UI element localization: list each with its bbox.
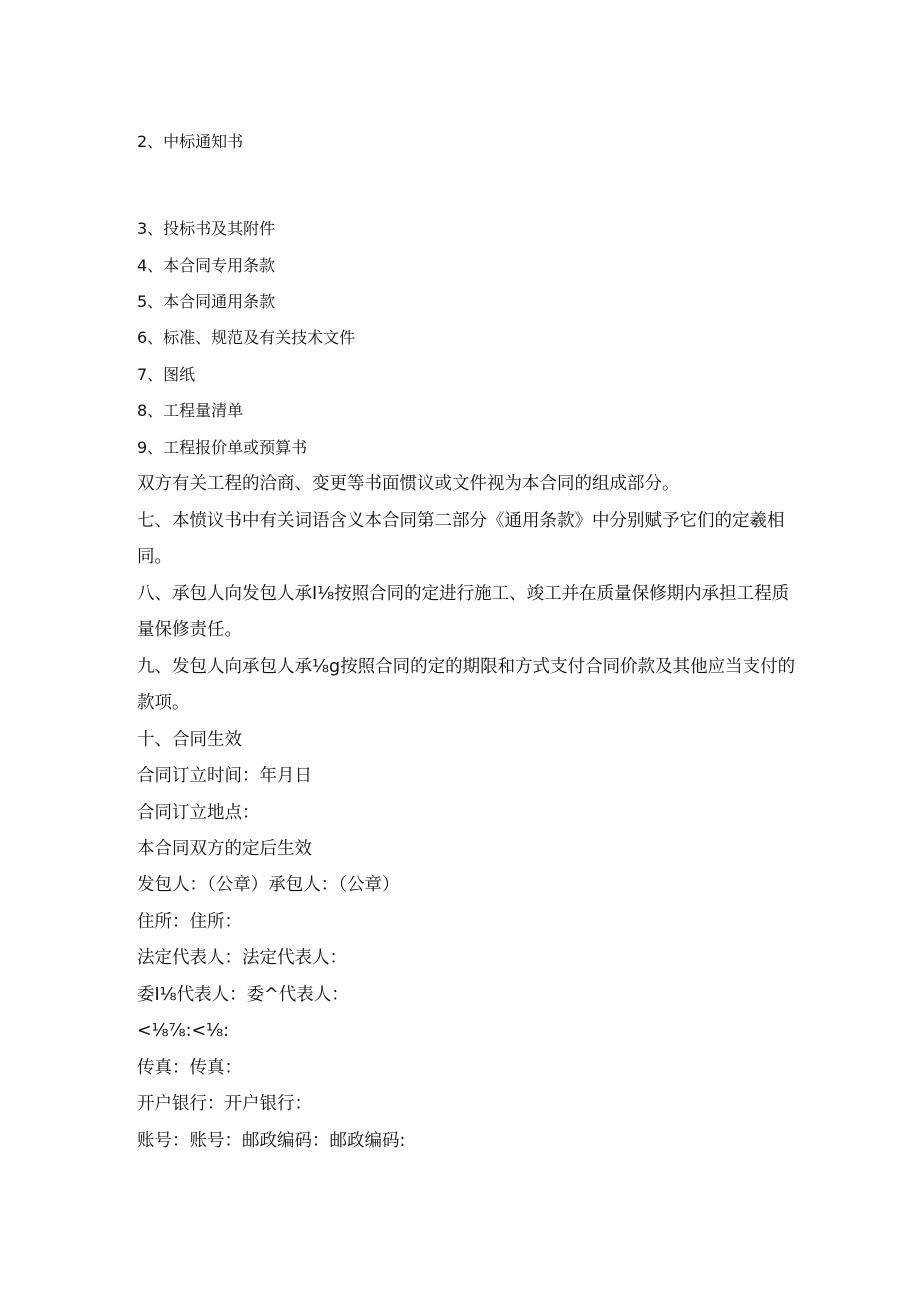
list-item: 5、本合同通用条款 xyxy=(137,292,276,311)
paragraph-line: 双方有关工程的洽商、变更等书面惯议或文件视为本合同的组成部分。 xyxy=(137,474,680,494)
parties-seal-line: 发包人：（公章）承包人：（公章） xyxy=(137,875,400,895)
paragraph-line: 量保修责任。 xyxy=(137,620,242,640)
paragraph-line: 款项。 xyxy=(137,693,190,713)
list-item: 4、本合同专用条款 xyxy=(137,256,276,275)
legal-representative-line: 法定代表人：法定代表人： xyxy=(137,948,347,968)
authorized-representative-line: 委Ⅰ⅛代表人：委^代表人： xyxy=(137,985,349,1005)
address-line: 住所：住所： xyxy=(137,912,242,932)
list-item: 3、投标书及其附件 xyxy=(137,219,276,238)
signing-place-line: 合同订立地点： xyxy=(137,803,260,823)
paragraph-line: 九、发包人向承包人承⅛g按照合同的定的期限和方式支付合同价款及其他应当支付的 xyxy=(137,657,796,677)
list-item: 2、中标通知书 xyxy=(137,132,244,151)
paragraph-line: 八、承包人向发包人承Ⅰ⅛按照合同的定进行施工、竣工并在质量保修期内承担工程质 xyxy=(137,584,790,604)
list-item: 8、工程量清单 xyxy=(137,401,244,420)
paragraph-line: 七、本愤议书中有关词语含义本合同第二部分《通用条款》中分别赋予它们的定羲相 xyxy=(137,511,785,531)
section-heading: 十、合同生效 xyxy=(137,730,242,750)
signing-date-line: 合同订立时间：年月日 xyxy=(137,766,312,786)
bank-line: 开户银行：开户银行： xyxy=(137,1094,312,1114)
fax-line: 传真：传真： xyxy=(137,1058,242,1078)
paragraph-line: 同。 xyxy=(137,547,172,567)
list-item: 7、图纸 xyxy=(137,365,196,384)
list-item: 6、标准、规范及有关技术文件 xyxy=(137,328,356,347)
effective-clause-line: 本合同双方的定后生效 xyxy=(137,839,312,859)
list-item: 9、工程报价单或预算书 xyxy=(137,438,308,457)
account-postcode-line: 账号：账号：邮政编码：邮政编码: xyxy=(137,1131,406,1151)
garbled-line: <⅛⅞:<⅛: xyxy=(137,1021,230,1041)
